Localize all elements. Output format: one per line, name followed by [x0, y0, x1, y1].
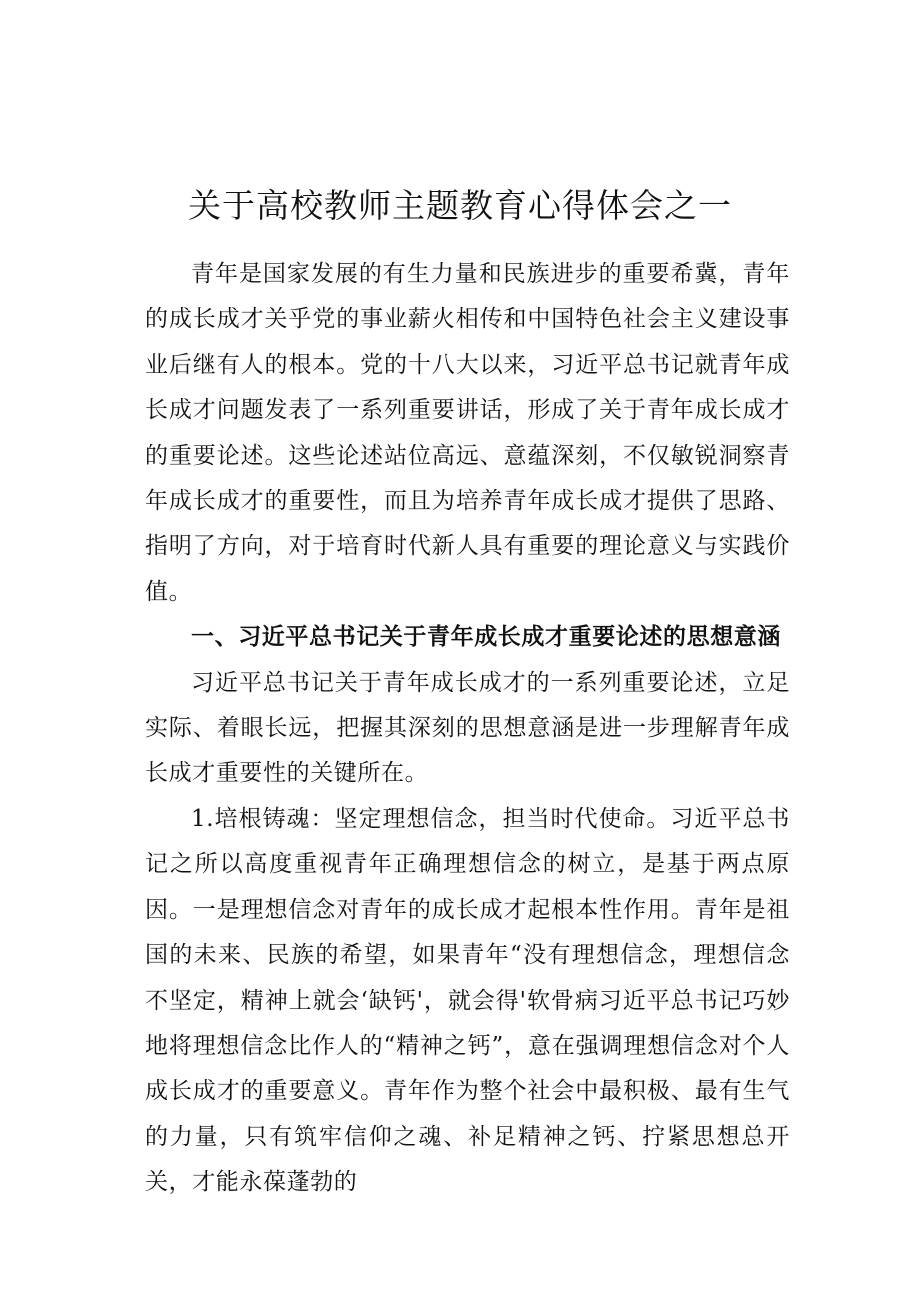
intro-paragraph: 青年是国家发展的有生力量和民族进步的重要希冀，青年的成长成才关乎党的事业薪火相传和中国特色社会主义建设事业后继有人的根本。党的十八大以来，习近平总书记就青年成长成才问题发表了一系列重要讲话，形成了关于青年成长成才的重要论述。这些论述站位高远、意蕴深刻，不仅敏锐洞察青年成长成才的重要性，而且为培养青年成长成才提供了思路、指明了方向，对于培育时代新人具有重要的理论意义与实践价值。: [145, 261, 790, 605]
subsection-1-paragraph: 1.培根铸魂：坚定理想信念，担当时代使命。习近平总书记之所以高度重视青年正确理想信念的树立，是基于两点原因。一是理想信念对青年的成长成才起根本性作用。青年是祖国的未来、民族的希望，如果青年“没有理想信念，理想信念不坚定，精神上就会‘缺钙'，就会得'软骨病习近平总书记巧妙地将理想信念比作人的“精神之钙”，意在强调理想信念对个人成长成才的重要意义。青年作为整个社会中最积极、最有生气的力量，只有筑牢信仰之魂、补足精神之钙、拧紧思想总开关，才能永葆蓬勃的: [145, 805, 790, 1196]
document-body: [145, 252, 790, 1206]
document-title: 关于高校教师主题教育心得体会之一: [188, 186, 732, 226]
section-heading-1: 一、习近平总书记关于青年成长成才重要论述的思想意涵: [191, 624, 781, 651]
section-1-paragraph: 习近平总书记关于青年成长成才的一系列重要论述，立足实际、着眼长远，把握其深刻的思想意涵是进一步理解青年成长成才重要性的关键所在。: [145, 669, 790, 787]
